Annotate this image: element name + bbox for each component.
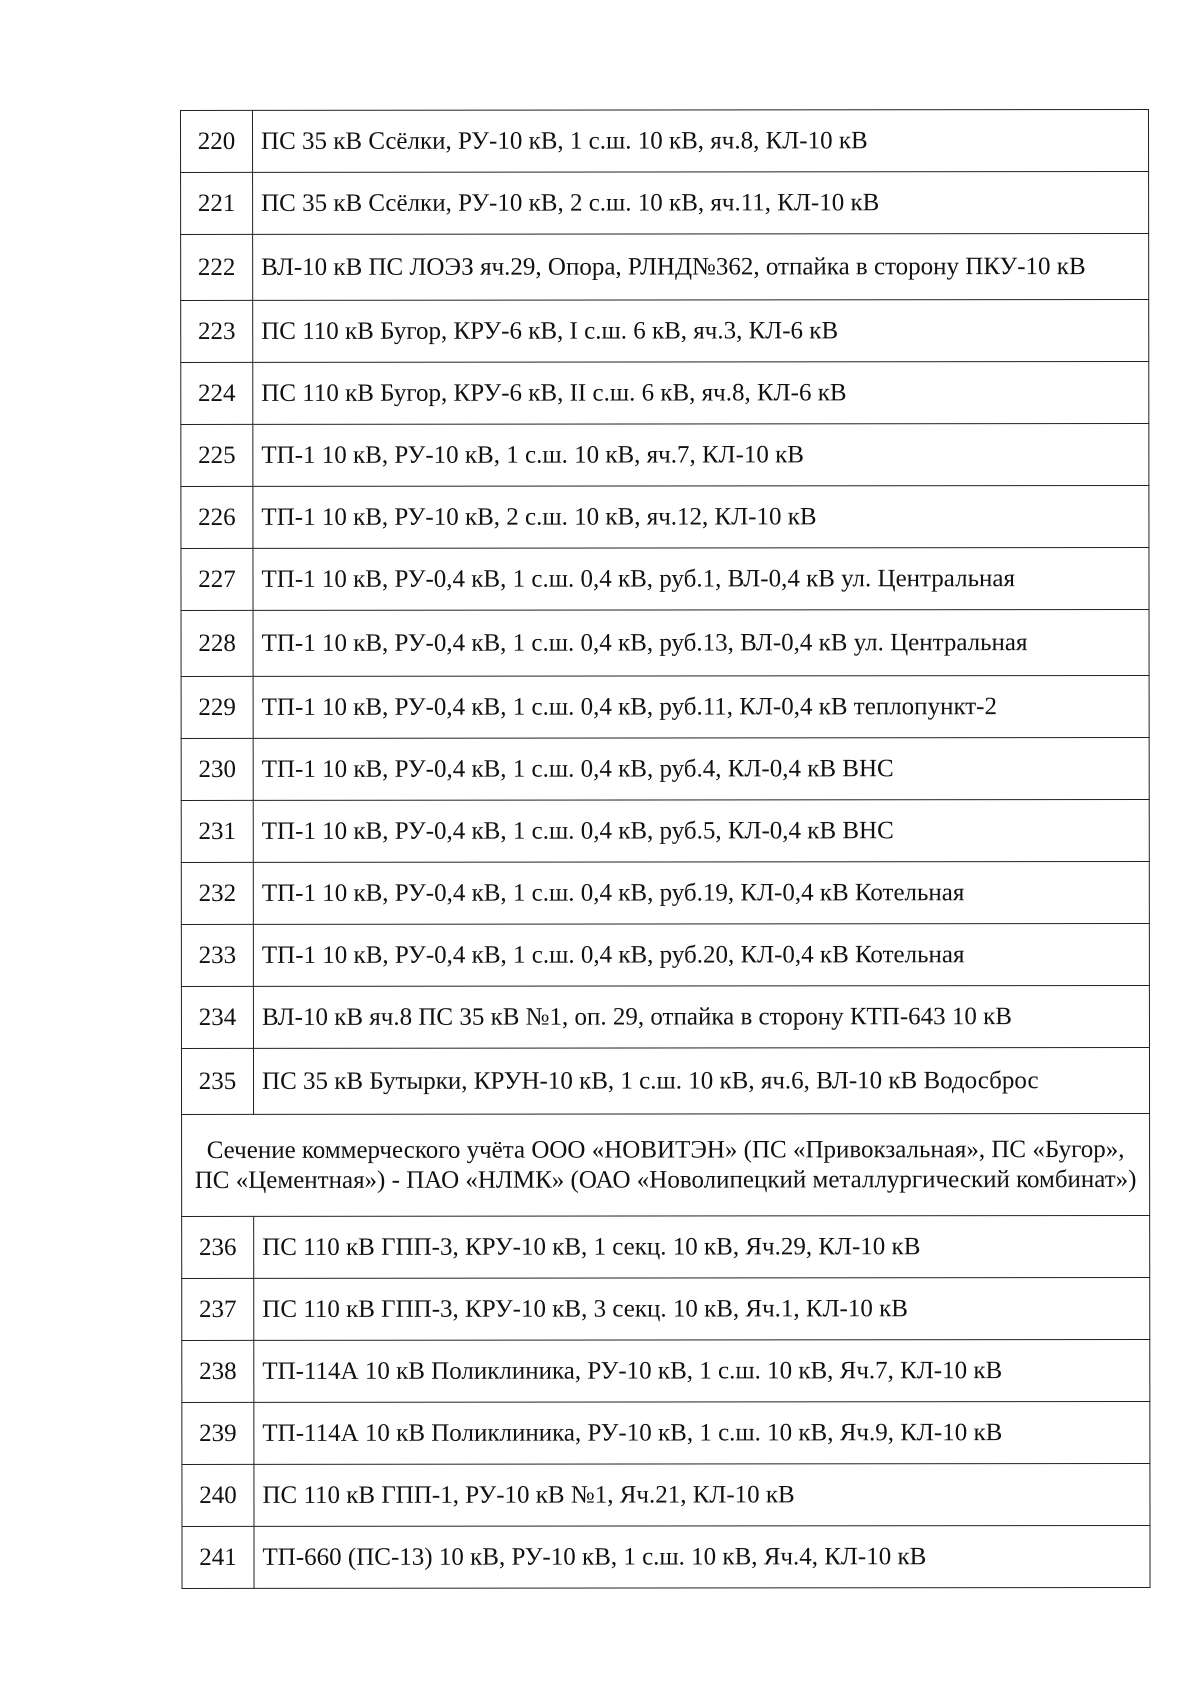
table-row <box>182 1277 1150 1340</box>
row-number: 229 <box>181 676 253 738</box>
table-row <box>181 547 1149 610</box>
table-row <box>181 985 1149 1048</box>
row-description: ТП-114А 10 кВ Поликлиника, РУ-10 кВ, 1 с.ш. 10 кВ, Яч.9, КЛ-10 кВ <box>254 1401 1150 1464</box>
row-description: ТП-114А 10 кВ Поликлиника, РУ-10 кВ, 1 с.ш. 10 кВ, Яч.7, КЛ-10 кВ <box>254 1339 1150 1402</box>
metering-points-table <box>180 109 1151 1589</box>
table-row <box>181 799 1149 862</box>
section-heading: Сечение коммерческого учёта ООО «НОВИТЭН» (ПС «Привокзальная», ПС «Бугор», ПС «Цементная») - ПАО «НЛМК» (ОАО «Новолипецкий металлургический комбинат») <box>182 1113 1150 1216</box>
row-number: 230 <box>181 738 253 800</box>
table-row <box>181 299 1149 362</box>
row-number: 220 <box>181 110 253 172</box>
row-description: ПС 110 кВ Бугор, КРУ-6 кВ, I с.ш. 6 кВ, яч.3, КЛ-6 кВ <box>253 299 1149 362</box>
table-row <box>181 423 1149 486</box>
row-number: 225 <box>181 424 253 486</box>
row-description: ТП-1 10 кВ, РУ-0,4 кВ, 1 с.ш. 0,4 кВ, руб.1, ВЛ-0,4 кВ ул. Центральная <box>253 547 1149 610</box>
row-number: 241 <box>182 1526 254 1588</box>
row-number: 221 <box>181 172 253 234</box>
row-number: 235 <box>181 1048 253 1114</box>
table-row <box>181 861 1149 924</box>
row-description: ТП-1 10 кВ, РУ-10 кВ, 1 с.ш. 10 кВ, яч.7, КЛ-10 кВ <box>253 423 1149 486</box>
table-row <box>181 675 1149 738</box>
table-row <box>182 1463 1150 1526</box>
row-description: ТП-1 10 кВ, РУ-0,4 кВ, 1 с.ш. 0,4 кВ, руб.11, КЛ-0,4 кВ теплопункт-2 <box>253 675 1149 738</box>
row-description: ТП-1 10 кВ, РУ-0,4 кВ, 1 с.ш. 0,4 кВ, руб.5, КЛ-0,4 кВ ВНС <box>253 799 1149 862</box>
row-description: ВЛ-10 кВ ПС ЛОЭЗ яч.29, Опора, РЛНД№362, отпайка в сторону ПКУ-10 кВ <box>253 233 1149 300</box>
row-number: 239 <box>182 1402 254 1464</box>
section-heading-row <box>182 1113 1150 1216</box>
row-description: ТП-1 10 кВ, РУ-0,4 кВ, 1 с.ш. 0,4 кВ, руб.4, КЛ-0,4 кВ ВНС <box>253 737 1149 800</box>
row-description: ПС 110 кВ Бугор, КРУ-6 кВ, II с.ш. 6 кВ, яч.8, КЛ-6 кВ <box>253 361 1149 424</box>
row-description: ПС 35 кВ Ссёлки, РУ-10 кВ, 1 с.ш. 10 кВ, яч.8, КЛ-10 кВ <box>253 109 1149 172</box>
table-row <box>181 609 1149 676</box>
row-number: 234 <box>181 986 253 1048</box>
table-row <box>182 1525 1150 1588</box>
row-number: 226 <box>181 486 253 548</box>
row-description: ТП-660 (ПС-13) 10 кВ, РУ-10 кВ, 1 с.ш. 10 кВ, Яч.4, КЛ-10 кВ <box>254 1525 1150 1588</box>
row-description: ПС 110 кВ ГПП-3, КРУ-10 кВ, 3 секц. 10 кВ, Яч.1, КЛ-10 кВ <box>254 1277 1150 1340</box>
row-number: 227 <box>181 548 253 610</box>
row-number: 228 <box>181 610 253 676</box>
row-description: ПС 110 кВ ГПП-1, РУ-10 кВ №1, Яч.21, КЛ-10 кВ <box>254 1463 1150 1526</box>
row-description: ТП-1 10 кВ, РУ-0,4 кВ, 1 с.ш. 0,4 кВ, руб.19, КЛ-0,4 кВ Котельная <box>253 861 1149 924</box>
row-number: 224 <box>181 362 253 424</box>
table-row <box>181 233 1149 300</box>
row-number: 236 <box>182 1216 254 1278</box>
row-description: ПС 110 кВ ГПП-3, КРУ-10 кВ, 1 секц. 10 кВ, Яч.29, КЛ-10 кВ <box>254 1215 1150 1278</box>
table-row <box>182 1401 1150 1464</box>
table-row <box>181 923 1149 986</box>
row-number: 233 <box>181 924 253 986</box>
row-number: 223 <box>181 300 253 362</box>
row-description: ТП-1 10 кВ, РУ-0,4 кВ, 1 с.ш. 0,4 кВ, руб.13, ВЛ-0,4 кВ ул. Центральная <box>253 609 1149 676</box>
row-description: ПС 35 кВ Ссёлки, РУ-10 кВ, 2 с.ш. 10 кВ, яч.11, КЛ-10 кВ <box>253 171 1149 234</box>
row-number: 232 <box>181 862 253 924</box>
row-description: ТП-1 10 кВ, РУ-0,4 кВ, 1 с.ш. 0,4 кВ, руб.20, КЛ-0,4 кВ Котельная <box>253 923 1149 986</box>
table-row <box>181 361 1149 424</box>
row-description: ПС 35 кВ Бутырки, КРУН-10 кВ, 1 с.ш. 10 кВ, яч.6, ВЛ-10 кВ Водосброс <box>253 1047 1149 1114</box>
row-number: 222 <box>181 234 253 300</box>
row-number: 231 <box>181 800 253 862</box>
table-row <box>182 1339 1150 1402</box>
row-description: ТП-1 10 кВ, РУ-10 кВ, 2 с.ш. 10 кВ, яч.12, КЛ-10 кВ <box>253 485 1149 548</box>
table-row <box>181 171 1149 234</box>
table-row <box>182 1215 1150 1278</box>
table-row <box>181 1047 1149 1114</box>
row-number: 240 <box>182 1464 254 1526</box>
row-number: 238 <box>182 1340 254 1402</box>
table-row <box>181 737 1149 800</box>
row-description: ВЛ-10 кВ яч.8 ПС 35 кВ №1, оп. 29, отпайка в сторону КТП-643 10 кВ <box>253 985 1149 1048</box>
table-row <box>181 109 1149 172</box>
table-row <box>181 485 1149 548</box>
row-number: 237 <box>182 1278 254 1340</box>
